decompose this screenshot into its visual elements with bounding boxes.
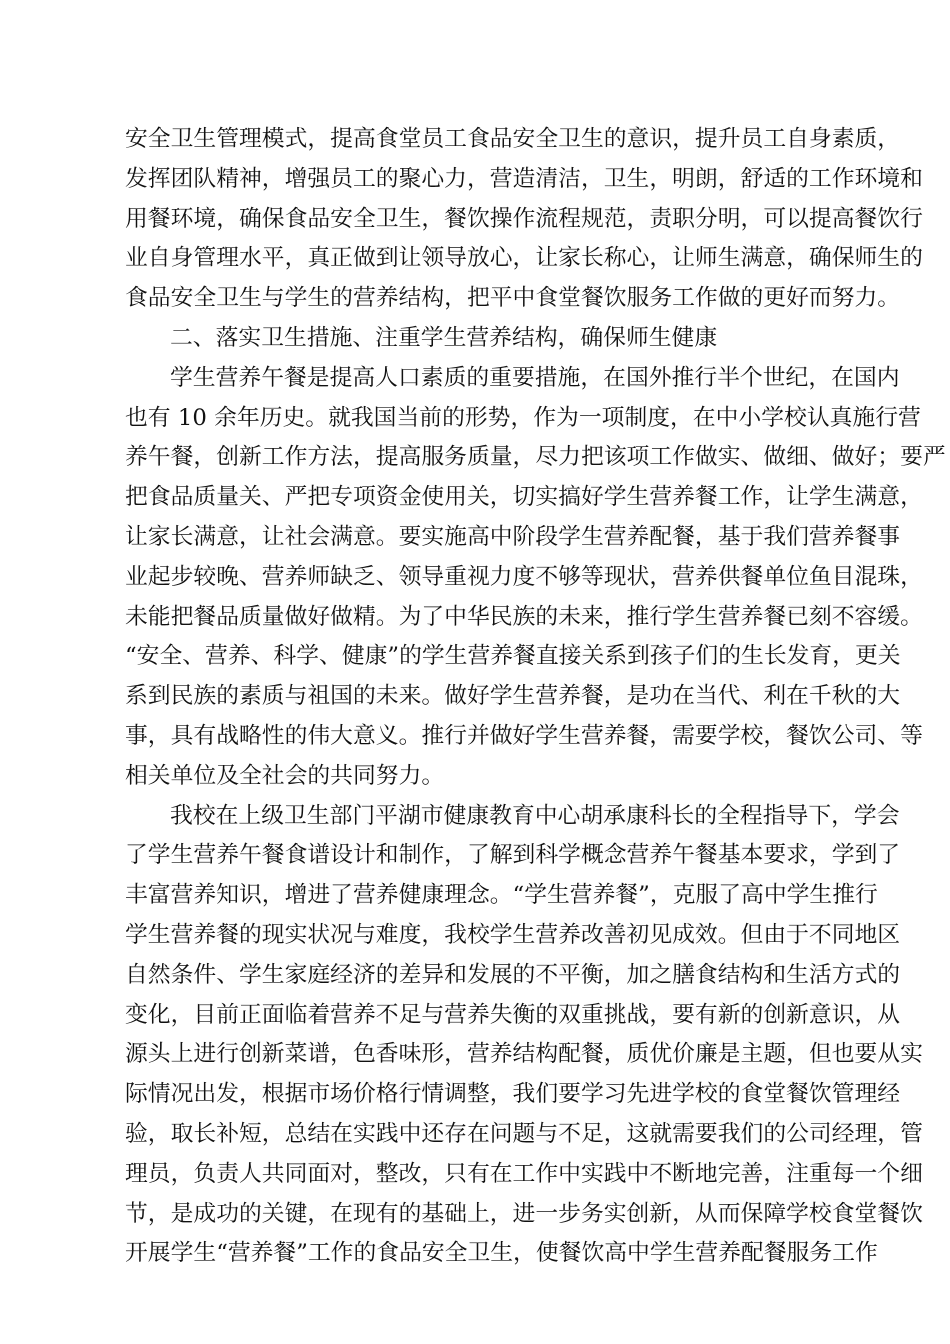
text-line: 节，是成功的关键，在现有的基础上，进一步务实创新，从而保障学校食堂餐饮	[125, 1200, 923, 1227]
document-body	[125, 120, 946, 1274]
text-line: 养午餐，创新工作方法，提高服务质量，尽力把该项工作做实、做细、做好；要严	[125, 444, 946, 471]
text-line: 把食品质量关、严把专项资金使用关，切实搞好学生营养餐工作，让学生满意，	[125, 484, 923, 511]
paragraph-first-line: 二、落实卫生措施、注重学生营养结构，确保师生健康	[170, 324, 718, 351]
text-line: 业起步较晚、营养师缺乏、领导重视力度不够等现状，营养供餐单位鱼目混珠，	[125, 563, 923, 590]
paragraph-first-line: 我校在上级卫生部门平湖市健康教育中心胡承康科长的全程指导下，学会	[170, 802, 900, 829]
text-line: 学生营养餐的现实状况与难度，我校学生营养改善初见成效。但由于不同地区	[125, 921, 901, 948]
text-line: 用餐环境，确保食品安全卫生，餐饮操作流程规范，责职分明，可以提高餐饮行	[125, 205, 923, 232]
text-line: “安全、营养、科学、健康”的学生营养餐直接关系到孩子们的生长发育，更关	[125, 643, 901, 670]
text-line: 际情况出发，根据市场价格行情调整，我们要学习先进学校的食堂餐饮管理经	[125, 1081, 901, 1108]
text-line: 验，取长补短，总结在实践中还存在问题与不足，这就需要我们的公司经理，管	[125, 1120, 923, 1147]
text-line: 源头上进行创新菜谱，色香味形，营养结构配餐，质优价廉是主题，但也要从实	[125, 1041, 923, 1068]
text-line: 事，具有战略性的伟大意义。推行并做好学生营养餐，需要学校，餐饮公司、等	[125, 722, 923, 749]
text-line: 开展学生“营养餐”工作的食品安全卫生，使餐饮高中学生营养配餐服务工作	[125, 1240, 878, 1267]
text-line: 未能把餐品质量做好做精。为了中华民族的未来，推行学生营养餐已刻不容缓。	[125, 603, 923, 630]
text-line: 丰富营养知识，增进了营养健康理念。“学生营养餐”，克服了高中学生推行	[125, 882, 878, 909]
text-line: 系到民族的素质与祖国的未来。做好学生营养餐，是功在当代、利在千秋的大	[125, 683, 901, 710]
text-line: 食品安全卫生与学生的营养结构，把平中食堂餐饮服务工作做的更好而努力。	[125, 285, 901, 312]
text-line: 安全卫生管理模式，提高食堂员工食品安全卫生的意识，提升员工自身素质，	[125, 126, 901, 152]
text-line: 理员，负责人共同面对，整改，只有在工作中实践中不断地完善，注重每一个细	[125, 1160, 923, 1187]
text-line: 相关单位及全社会的共同努力。	[125, 762, 445, 789]
text-line: 自然条件、学生家庭经济的差异和发展的不平衡，加之膳食结构和生活方式的	[125, 961, 901, 988]
text-line: 让家长满意，让社会满意。要实施高中阶段学生营养配餐，基于我们营养餐事	[125, 523, 901, 550]
text-line: 了学生营养午餐食谱设计和制作，了解到科学概念营养午餐基本要求，学到了	[125, 842, 901, 869]
text-line: 发挥团队精神，增强员工的聚心力，营造清洁，卫生，明朗，舒适的工作环境和	[125, 165, 923, 192]
text-line: 业自身管理水平，真正做到让领导放心，让家长称心，让师生满意，确保师生的	[125, 245, 923, 272]
paragraph-first-line: 学生营养午餐是提高人口素质的重要措施，在国外推行半个世纪，在国内	[170, 364, 900, 391]
text-line: 也有 10 余年历史。就我国当前的形势，作为一项制度，在中小学校认真施行营	[125, 404, 921, 431]
text-line: 变化，目前正面临着营养不足与营养失衡的双重挑战，要有新的创新意识，从	[125, 1001, 901, 1028]
